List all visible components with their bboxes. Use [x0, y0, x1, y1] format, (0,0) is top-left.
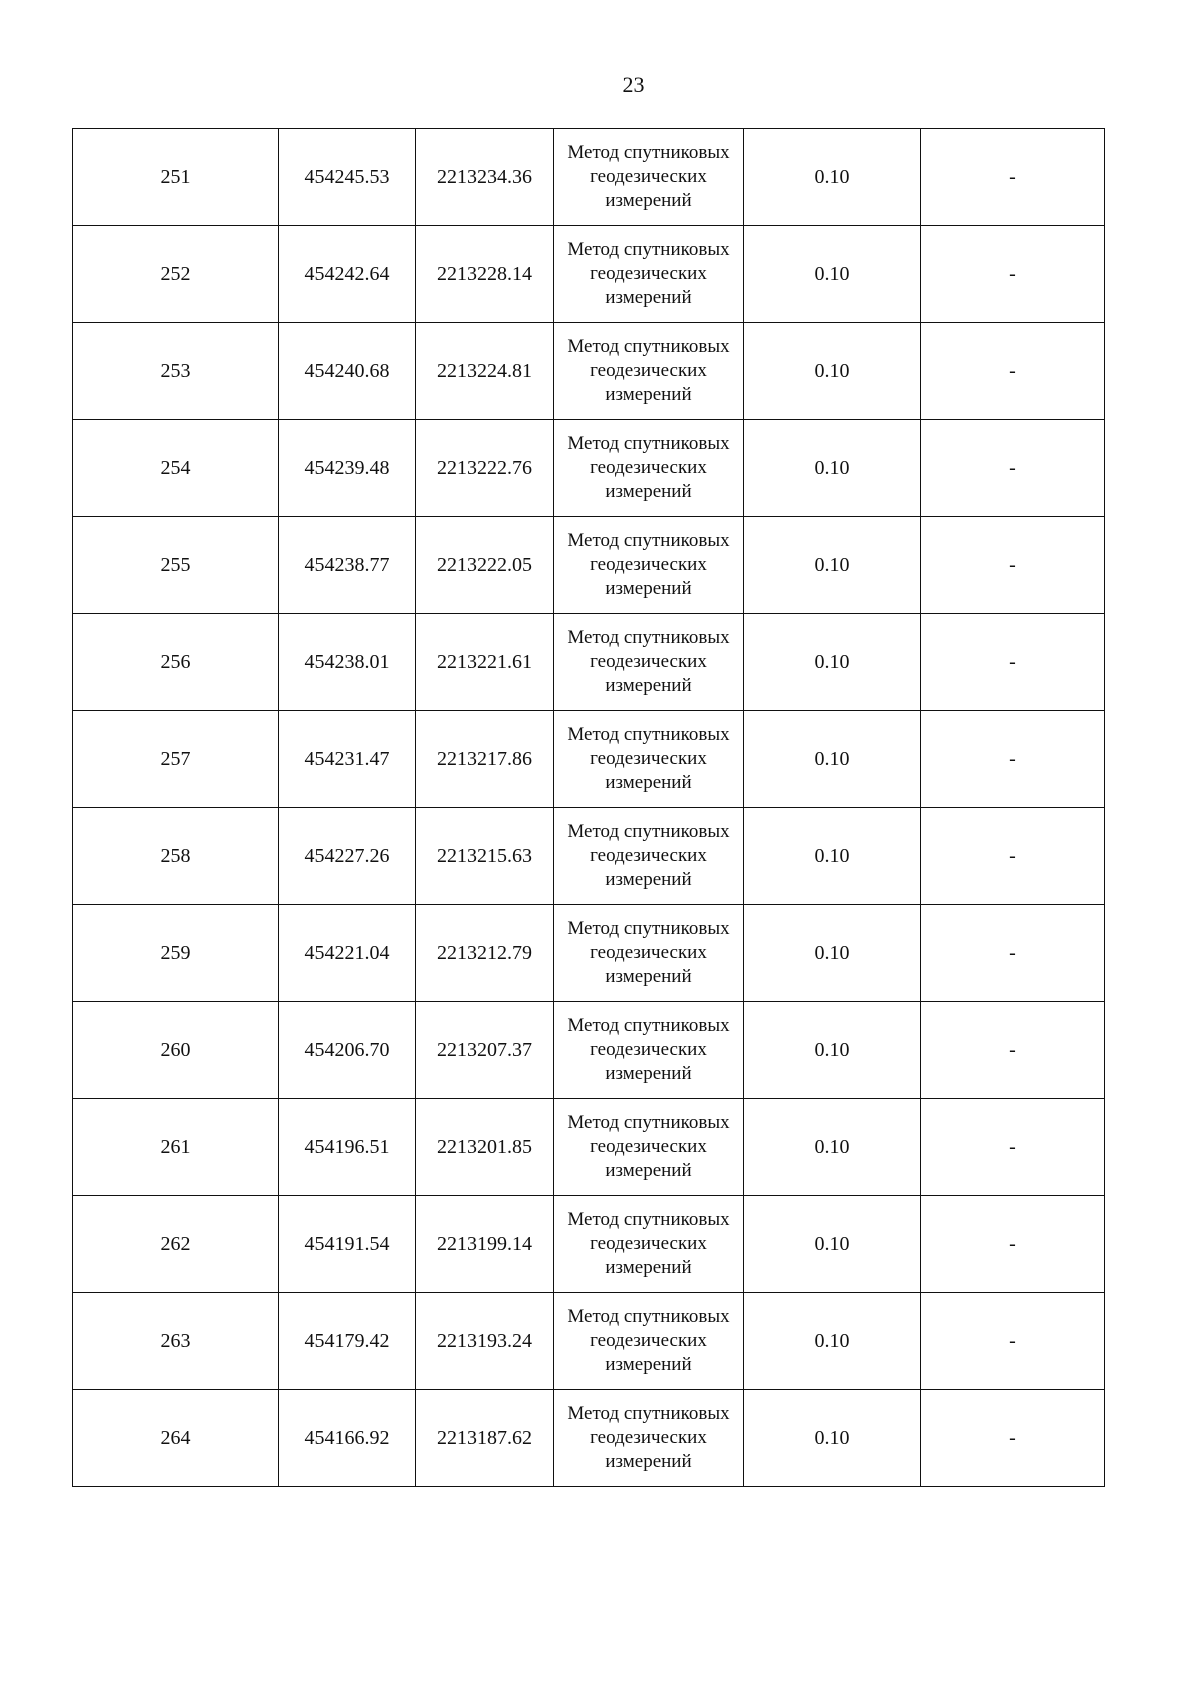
- note-cell: -: [921, 420, 1105, 517]
- method-cell: Метод спутниковых геодезических измерений: [554, 1293, 744, 1390]
- note-cell: -: [921, 711, 1105, 808]
- y-coordinate-cell: 2213217.86: [416, 711, 554, 808]
- y-coordinate-cell: 2213222.76: [416, 420, 554, 517]
- accuracy-cell: 0.10: [744, 905, 921, 1002]
- table-row: [73, 614, 1105, 711]
- point-number-cell: 253: [73, 323, 279, 420]
- x-coordinate-cell: 454239.48: [279, 420, 416, 517]
- table-row: [73, 1390, 1105, 1487]
- y-coordinate-cell: 2213215.63: [416, 808, 554, 905]
- note-cell: -: [921, 1002, 1105, 1099]
- x-coordinate-cell: 454231.47: [279, 711, 416, 808]
- point-number-cell: 252: [73, 226, 279, 323]
- accuracy-cell: 0.10: [744, 420, 921, 517]
- accuracy-cell: 0.10: [744, 1002, 921, 1099]
- table-row: [73, 420, 1105, 517]
- y-coordinate-cell: 2213187.62: [416, 1390, 554, 1487]
- x-coordinate-cell: 454227.26: [279, 808, 416, 905]
- note-cell: -: [921, 1099, 1105, 1196]
- method-cell: Метод спутниковых геодезических измерений: [554, 808, 744, 905]
- note-cell: -: [921, 1293, 1105, 1390]
- table-row: [73, 808, 1105, 905]
- accuracy-cell: 0.10: [744, 1293, 921, 1390]
- coordinates-table-body: [73, 129, 1105, 1487]
- method-cell: Метод спутниковых геодезических измерений: [554, 420, 744, 517]
- accuracy-cell: 0.10: [744, 1099, 921, 1196]
- table-row: [73, 323, 1105, 420]
- method-cell: Метод спутниковых геодезических измерений: [554, 711, 744, 808]
- point-number-cell: 263: [73, 1293, 279, 1390]
- note-cell: -: [921, 614, 1105, 711]
- x-coordinate-cell: 454196.51: [279, 1099, 416, 1196]
- x-coordinate-cell: 454191.54: [279, 1196, 416, 1293]
- coordinates-table: [72, 128, 1105, 1487]
- accuracy-cell: 0.10: [744, 1390, 921, 1487]
- x-coordinate-cell: 454206.70: [279, 1002, 416, 1099]
- note-cell: -: [921, 1196, 1105, 1293]
- point-number-cell: 260: [73, 1002, 279, 1099]
- note-cell: -: [921, 905, 1105, 1002]
- note-cell: -: [921, 1390, 1105, 1487]
- accuracy-cell: 0.10: [744, 808, 921, 905]
- note-cell: -: [921, 129, 1105, 226]
- table-row: [73, 1002, 1105, 1099]
- accuracy-cell: 0.10: [744, 226, 921, 323]
- method-cell: Метод спутниковых геодезических измерений: [554, 614, 744, 711]
- y-coordinate-cell: 2213234.36: [416, 129, 554, 226]
- y-coordinate-cell: 2213212.79: [416, 905, 554, 1002]
- table-row: [73, 1196, 1105, 1293]
- point-number-cell: 262: [73, 1196, 279, 1293]
- y-coordinate-cell: 2213224.81: [416, 323, 554, 420]
- y-coordinate-cell: 2213222.05: [416, 517, 554, 614]
- point-number-cell: 258: [73, 808, 279, 905]
- accuracy-cell: 0.10: [744, 129, 921, 226]
- x-coordinate-cell: 454240.68: [279, 323, 416, 420]
- point-number-cell: 259: [73, 905, 279, 1002]
- y-coordinate-cell: 2213193.24: [416, 1293, 554, 1390]
- x-coordinate-cell: 454179.42: [279, 1293, 416, 1390]
- table-row: [73, 129, 1105, 226]
- point-number-cell: 251: [73, 129, 279, 226]
- y-coordinate-cell: 2213228.14: [416, 226, 554, 323]
- method-cell: Метод спутниковых геодезических измерений: [554, 226, 744, 323]
- method-cell: Метод спутниковых геодезических измерений: [554, 1196, 744, 1293]
- y-coordinate-cell: 2213199.14: [416, 1196, 554, 1293]
- point-number-cell: 254: [73, 420, 279, 517]
- table-row: [73, 1293, 1105, 1390]
- point-number-cell: 255: [73, 517, 279, 614]
- x-coordinate-cell: 454242.64: [279, 226, 416, 323]
- y-coordinate-cell: 2213201.85: [416, 1099, 554, 1196]
- note-cell: -: [921, 517, 1105, 614]
- y-coordinate-cell: 2213221.61: [416, 614, 554, 711]
- note-cell: -: [921, 226, 1105, 323]
- x-coordinate-cell: 454238.77: [279, 517, 416, 614]
- method-cell: Метод спутниковых геодезических измерений: [554, 1390, 744, 1487]
- accuracy-cell: 0.10: [744, 517, 921, 614]
- y-coordinate-cell: 2213207.37: [416, 1002, 554, 1099]
- table-row: [73, 226, 1105, 323]
- x-coordinate-cell: 454245.53: [279, 129, 416, 226]
- table-row: [73, 711, 1105, 808]
- point-number-cell: 257: [73, 711, 279, 808]
- method-cell: Метод спутниковых геодезических измерений: [554, 129, 744, 226]
- method-cell: Метод спутниковых геодезических измерений: [554, 905, 744, 1002]
- page-number: 23: [622, 72, 645, 97]
- table-row: [73, 517, 1105, 614]
- accuracy-cell: 0.10: [744, 323, 921, 420]
- accuracy-cell: 0.10: [744, 1196, 921, 1293]
- x-coordinate-cell: 454221.04: [279, 905, 416, 1002]
- accuracy-cell: 0.10: [744, 614, 921, 711]
- point-number-cell: 264: [73, 1390, 279, 1487]
- table-row: [73, 1099, 1105, 1196]
- method-cell: Метод спутниковых геодезических измерений: [554, 1099, 744, 1196]
- point-number-cell: 261: [73, 1099, 279, 1196]
- note-cell: -: [921, 808, 1105, 905]
- table-row: [73, 905, 1105, 1002]
- method-cell: Метод спутниковых геодезических измерений: [554, 1002, 744, 1099]
- method-cell: Метод спутниковых геодезических измерений: [554, 323, 744, 420]
- point-number-cell: 256: [73, 614, 279, 711]
- note-cell: -: [921, 323, 1105, 420]
- x-coordinate-cell: 454166.92: [279, 1390, 416, 1487]
- x-coordinate-cell: 454238.01: [279, 614, 416, 711]
- accuracy-cell: 0.10: [744, 711, 921, 808]
- method-cell: Метод спутниковых геодезических измерений: [554, 517, 744, 614]
